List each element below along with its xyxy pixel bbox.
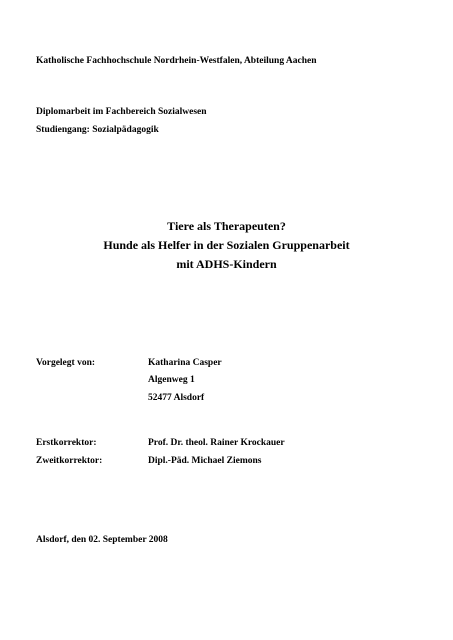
- submitted-by-label: Vorgelegt von:: [36, 358, 96, 368]
- thesis-type-line: Diplomarbeit im Fachbereich Sozialwesen: [36, 107, 207, 117]
- first-examiner-name: Prof. Dr. theol. Rainer Krockauer: [148, 438, 285, 448]
- study-program-line: Studiengang: Sozialpädagogik: [36, 125, 159, 135]
- author-city: 52477 Alsdorf: [148, 393, 205, 403]
- first-examiner-label: Erstkorrektor:: [36, 438, 97, 448]
- author-street: Algenweg 1: [148, 375, 195, 385]
- title-line-2: Hunde als Helfer in der Sozialen Gruppenarbeit: [103, 238, 350, 252]
- second-examiner-name: Dipl.-Päd. Michael Ziemons: [148, 456, 262, 466]
- title-line-1: Tiere als Therapeuten?: [167, 219, 286, 233]
- title-line-3: mit ADHS-Kindern: [176, 257, 277, 271]
- author-name: Katharina Casper: [148, 358, 222, 368]
- place-date-line: Alsdorf, den 02. September 2008: [36, 535, 168, 545]
- second-examiner-label: Zweitkorrektor:: [36, 456, 103, 466]
- institution-line: Katholische Fachhochschule Nordrhein-Westfalen, Abteilung Aachen: [36, 56, 317, 66]
